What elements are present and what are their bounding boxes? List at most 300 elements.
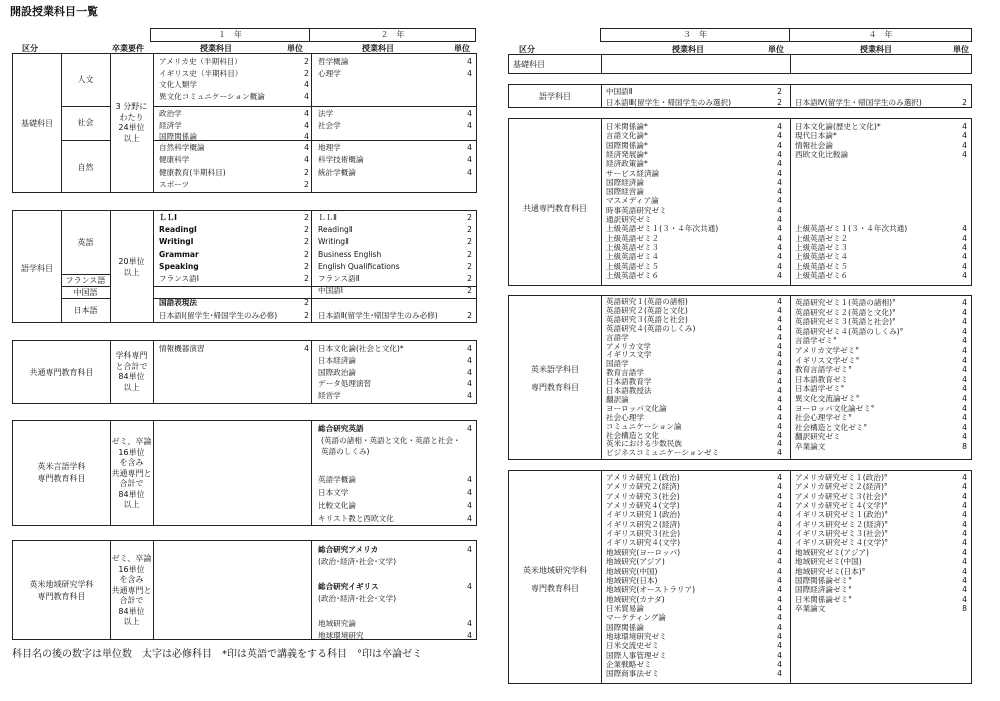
course-unit: 2 bbox=[467, 286, 472, 296]
section-eibei-gengo-right bbox=[508, 295, 972, 460]
course-unit: 4 bbox=[962, 403, 967, 413]
course-unit: 4 bbox=[467, 379, 472, 389]
course-unit: 4 bbox=[467, 619, 472, 629]
course-unit: 4 bbox=[777, 196, 782, 206]
course-unit: 4 bbox=[777, 594, 782, 604]
course-unit: 4 bbox=[962, 575, 967, 585]
course-unit: 2 bbox=[304, 167, 309, 177]
course-unit: 4 bbox=[777, 252, 782, 262]
header-unit-1: 単位 bbox=[287, 44, 303, 53]
course-row bbox=[318, 273, 472, 285]
course-row bbox=[606, 187, 782, 196]
course-unit: 4 bbox=[777, 473, 782, 482]
course-name: 国際関係論ゼミ° bbox=[795, 575, 852, 585]
course-name: 総合研究アメリカ bbox=[318, 545, 379, 554]
course-name: 地理学 bbox=[318, 143, 341, 152]
course-unit: 2 bbox=[304, 225, 309, 235]
course-row bbox=[318, 56, 472, 68]
course-name: 情報社会論 bbox=[795, 140, 833, 150]
course-name: 地球環境研究 bbox=[318, 631, 364, 640]
course-row bbox=[318, 581, 472, 593]
course-row bbox=[318, 367, 472, 379]
course-name: イギリス研究ゼミ２(経済)° bbox=[795, 519, 889, 529]
course-name: 国際商事法ゼミ bbox=[606, 669, 660, 679]
course-name: 健康科学 bbox=[159, 155, 190, 165]
course-row bbox=[606, 243, 782, 252]
course-name: ヨーロッパ文化論ゼミ° bbox=[795, 403, 875, 413]
course-name: 情報機器演習 bbox=[159, 344, 205, 353]
course-unit: 4 bbox=[777, 585, 782, 595]
course-unit: 4 bbox=[777, 557, 782, 567]
course-name: 地域研究ゼミ(アジア) bbox=[795, 547, 869, 557]
course-name: フランス語Ⅱ bbox=[318, 274, 360, 283]
course-name: WritingⅡ bbox=[318, 237, 349, 247]
year-4-header: ４ 年 bbox=[789, 28, 972, 42]
course-row bbox=[318, 486, 472, 499]
course-name: イギリス研究３(社会) bbox=[606, 529, 681, 539]
course-unit: 4 bbox=[962, 298, 967, 307]
course-unit: 4 bbox=[777, 547, 782, 557]
course-name: 地域研究論 bbox=[318, 619, 356, 629]
course-unit: 4 bbox=[962, 547, 967, 557]
course-unit: 2 bbox=[467, 274, 472, 283]
course-name: イギリス研究ゼミ３(社会)° bbox=[795, 529, 889, 539]
course-row bbox=[795, 510, 967, 519]
course-row bbox=[318, 297, 472, 309]
course-name: 英語研究ゼミ２(英語と文化)° bbox=[795, 307, 896, 317]
course-row bbox=[159, 167, 309, 179]
course-row bbox=[795, 557, 967, 566]
eibei-chiiki-requirement: ゼミ、卒論 16単位 を含み 共通専門と 合計で 84単位 以上 bbox=[111, 554, 152, 626]
course-unit: 4 bbox=[777, 149, 782, 159]
course-unit: 4 bbox=[962, 317, 967, 327]
course-unit: 4 bbox=[777, 140, 782, 150]
section-kiso-right bbox=[508, 54, 972, 74]
course-unit: 4 bbox=[777, 519, 782, 529]
course-name: 日米交流史ゼミ bbox=[606, 641, 660, 651]
course-name: ビジネスコミュニケーションゼミ bbox=[606, 448, 720, 458]
course-name: 自然科学概論 bbox=[159, 143, 205, 152]
course-name: イギリス文学ゼミ° bbox=[795, 355, 860, 365]
course-row bbox=[606, 613, 782, 622]
course-unit: 4 bbox=[467, 631, 472, 640]
course-row bbox=[318, 390, 472, 402]
course-row bbox=[606, 632, 782, 641]
course-name: 国語表現法 bbox=[159, 298, 197, 308]
course-row bbox=[159, 297, 309, 309]
course-row bbox=[606, 604, 782, 613]
course-name: 心理学 bbox=[318, 68, 341, 78]
course-name: 社会心理学 bbox=[606, 412, 644, 422]
course-name: 言語学 bbox=[606, 332, 629, 342]
course-name: ＬＬⅡ bbox=[318, 213, 337, 222]
course-unit: 4 bbox=[777, 224, 782, 234]
course-row bbox=[606, 262, 782, 271]
course-row bbox=[318, 473, 472, 486]
course-name: 国際経済論ゼミ° bbox=[795, 585, 852, 595]
course-row bbox=[795, 271, 967, 280]
course-row bbox=[795, 482, 967, 491]
course-unit: 4 bbox=[467, 391, 472, 401]
gogaku-sublabel-english: 英語 bbox=[77, 238, 94, 247]
course-name: 社会構造と文化ゼミ° bbox=[795, 422, 868, 432]
course-unit: 2 bbox=[467, 261, 472, 271]
course-name: 上級英語ゼミ１(３・４年次共通) bbox=[795, 224, 908, 234]
header-course-3: 授業科目 bbox=[672, 45, 704, 54]
course-name: 日本語Ⅱ(留学生･帰国学生のみ必修) bbox=[318, 310, 438, 320]
course-row bbox=[606, 576, 782, 585]
course-row bbox=[606, 325, 782, 334]
course-row bbox=[795, 298, 967, 308]
course-unit: 4 bbox=[777, 622, 782, 632]
course-row bbox=[795, 432, 967, 442]
course-row bbox=[318, 68, 472, 80]
course-row bbox=[795, 97, 967, 108]
course-row bbox=[795, 413, 967, 423]
course-name: アメリカ研究２(経済) bbox=[606, 482, 680, 492]
course-row bbox=[159, 120, 309, 132]
course-row bbox=[606, 122, 782, 131]
course-row bbox=[159, 131, 309, 143]
course-unit: 4 bbox=[467, 120, 472, 130]
year-3-header: ３ 年 bbox=[600, 28, 790, 42]
eibei-gengo-requirement: ゼミ、卒論 16単位 を含み 共通専門と 合計で 84単位 以上 bbox=[111, 437, 152, 509]
course-unit: 4 bbox=[304, 344, 309, 353]
course-name: マスメディア論 bbox=[606, 196, 659, 206]
course-row bbox=[318, 249, 472, 261]
course-row bbox=[318, 108, 472, 120]
course-name: 日米関係論ゼミ° bbox=[795, 594, 852, 604]
course-unit: 4 bbox=[962, 374, 967, 384]
course-name: 翻訳論 bbox=[606, 394, 629, 404]
course-unit: 4 bbox=[467, 475, 472, 484]
course-name: 上級英語ゼミ２ bbox=[606, 233, 660, 243]
course-unit: 4 bbox=[777, 641, 782, 651]
course-row bbox=[318, 167, 472, 179]
course-row bbox=[795, 375, 967, 385]
course-name: 日本語Ⅲ(留学生・帰国学生のみ選択) bbox=[606, 98, 732, 107]
course-unit: 4 bbox=[777, 177, 782, 187]
course-name: 西欧文化比較論 bbox=[795, 149, 849, 159]
course-name: 英語研究１(英語の諸相) bbox=[606, 297, 688, 306]
course-name: 日米貿易論 bbox=[606, 603, 644, 613]
section-eibei-gengo: 英米言語学科 専門教育科目 ゼミ、卒論 16単位 を含み 共通専門と 合計で 84単位 以上 総合研究英語 4 (英語の諸相・英語と文化・英語と社会・ 英語のしくみ) 英語学概論 4 日本文学 4 比較文化論 4 キリスト教と西欧文化 4 bbox=[12, 420, 477, 526]
course-name: 企業戦略ゼミ bbox=[606, 660, 652, 669]
course-name: フランス語Ⅰ bbox=[159, 274, 199, 283]
course-row bbox=[795, 336, 967, 346]
course-name: 言語文化論* bbox=[606, 131, 648, 141]
course-unit: 4 bbox=[777, 187, 782, 197]
course-unit: 4 bbox=[777, 323, 782, 333]
course-name: サービス経済論 bbox=[606, 168, 660, 178]
year-2-header: ２ 年 bbox=[309, 28, 476, 42]
course-unit: 4 bbox=[962, 422, 967, 432]
course-unit: 2 bbox=[304, 68, 309, 78]
course-name: 比較文化論 bbox=[318, 501, 356, 510]
course-row bbox=[606, 159, 782, 168]
course-unit: 2 bbox=[777, 98, 782, 107]
course-name: 日本経済論 bbox=[318, 355, 356, 365]
course-name: 日米関係論* bbox=[606, 122, 648, 131]
course-row bbox=[795, 442, 967, 452]
course-name: (政治･経済･社会･文学) bbox=[318, 593, 397, 603]
course-row bbox=[606, 252, 782, 261]
course-row bbox=[795, 520, 967, 529]
course-row bbox=[795, 538, 967, 547]
course-unit: 4 bbox=[777, 242, 782, 252]
course-unit: 4 bbox=[467, 167, 472, 177]
course-name: 日本語Ⅰ(留学生･帰国学生のみ必修) bbox=[159, 310, 278, 320]
course-row bbox=[606, 557, 782, 566]
course-unit: 4 bbox=[777, 538, 782, 548]
course-unit: 4 bbox=[962, 355, 967, 365]
course-row bbox=[606, 449, 782, 458]
course-name: イギリス研究４(文学) bbox=[606, 538, 681, 548]
course-name: イギリス研究ゼミ４(文学)° bbox=[795, 538, 889, 548]
section-kyotsu bbox=[12, 340, 477, 404]
course-unit: 4 bbox=[777, 394, 782, 404]
course-unit: 4 bbox=[777, 377, 782, 387]
course-row bbox=[159, 310, 309, 322]
course-name: 英米における少数民族 bbox=[606, 439, 682, 449]
course-unit: 4 bbox=[777, 613, 782, 623]
eibei-chiiki-label: 英米地域研究学科 専門教育科目 bbox=[29, 580, 94, 601]
course-name: 地域研究(中国) bbox=[606, 566, 658, 576]
course-name: 英語学概論 bbox=[318, 475, 356, 484]
kyotsu-right-label: 共通専門教育科目 bbox=[523, 204, 587, 213]
course-name: 中国語Ⅰ bbox=[318, 286, 344, 296]
course-unit: 4 bbox=[777, 368, 782, 378]
course-row bbox=[318, 544, 472, 556]
course-unit: 2 bbox=[304, 180, 309, 190]
course-unit: 4 bbox=[962, 491, 967, 501]
course-name: イギリス研究１(政治) bbox=[606, 510, 681, 520]
course-row bbox=[795, 567, 967, 576]
course-unit: 4 bbox=[467, 355, 472, 365]
course-unit: 4 bbox=[467, 57, 472, 66]
course-unit: 4 bbox=[777, 314, 782, 324]
course-row bbox=[159, 179, 309, 191]
course-name: ヨーロッパ文化論 bbox=[606, 403, 667, 413]
course-row bbox=[159, 249, 309, 261]
course-row bbox=[606, 224, 782, 233]
course-row bbox=[795, 473, 967, 482]
course-name: 国際経済論 bbox=[606, 177, 644, 187]
course-name: 言語学ゼミ° bbox=[795, 336, 837, 346]
course-row bbox=[606, 206, 782, 215]
course-unit: 4 bbox=[777, 430, 782, 440]
header-course-4: 授業科目 bbox=[860, 45, 892, 54]
kyotsu-requirement: 学科専門 と合計で 84単位 以上 bbox=[115, 351, 148, 392]
course-unit: 4 bbox=[962, 501, 967, 511]
course-row bbox=[795, 196, 967, 205]
page-title: 開設授業科目一覧 bbox=[10, 5, 98, 18]
course-name: 卒業論文 bbox=[795, 603, 826, 613]
course-unit: 4 bbox=[467, 367, 472, 377]
course-unit: 4 bbox=[777, 566, 782, 576]
course-unit: 4 bbox=[304, 80, 309, 89]
course-unit: 4 bbox=[467, 582, 472, 592]
course-unit: 4 bbox=[304, 132, 309, 141]
course-row bbox=[318, 355, 472, 367]
course-row bbox=[318, 224, 472, 236]
course-unit: 4 bbox=[777, 297, 782, 306]
course-name: 国際政治論 bbox=[318, 367, 356, 377]
gogaku-sublabel-chinese: 中国語 bbox=[73, 288, 98, 297]
course-unit: 4 bbox=[962, 566, 967, 576]
course-unit: 4 bbox=[777, 122, 782, 131]
course-row bbox=[795, 317, 967, 327]
course-row bbox=[795, 224, 967, 233]
header-unit-3: 単位 bbox=[768, 45, 784, 54]
course-name: 経済政策論* bbox=[606, 159, 648, 169]
course-row bbox=[795, 548, 967, 557]
course-unit: 4 bbox=[467, 514, 472, 523]
course-row bbox=[606, 660, 782, 669]
kyotsu-label: 共通専門教育科目 bbox=[29, 368, 94, 377]
course-unit: 4 bbox=[304, 120, 309, 130]
course-name: 英語研究ゼミ１(英語の諸相)° bbox=[795, 298, 896, 307]
course-name: 時事英語研究ゼミ bbox=[606, 205, 667, 215]
course-unit: 4 bbox=[777, 403, 782, 413]
section-kyotsu-right bbox=[508, 118, 972, 286]
course-row bbox=[606, 178, 782, 187]
course-unit: 2 bbox=[304, 261, 309, 271]
course-row bbox=[795, 346, 967, 356]
gogaku-sublabel-japanese: 日本語 bbox=[73, 306, 98, 315]
course-row bbox=[159, 236, 309, 248]
course-row bbox=[606, 387, 782, 396]
course-unit: 4 bbox=[777, 332, 782, 342]
course-unit: 4 bbox=[304, 155, 309, 165]
course-row bbox=[606, 86, 782, 97]
course-name: 経済学 bbox=[159, 120, 182, 130]
course-row bbox=[318, 630, 472, 642]
course-name: ReadingⅡ bbox=[318, 225, 353, 235]
course-row bbox=[795, 262, 967, 271]
course-unit: 4 bbox=[962, 482, 967, 492]
course-row bbox=[795, 576, 967, 585]
course-row bbox=[318, 285, 472, 297]
course-row bbox=[606, 234, 782, 243]
course-unit: 4 bbox=[962, 394, 967, 403]
course-name: 国際経営論 bbox=[606, 187, 644, 197]
course-name: Speaking bbox=[159, 261, 199, 271]
course-unit: 4 bbox=[467, 488, 472, 497]
course-row bbox=[318, 154, 472, 166]
course-unit: 2 bbox=[467, 225, 472, 235]
eibei-gengo-right-label: 英米語学科目 専門教育科目 bbox=[531, 365, 579, 392]
course-row bbox=[795, 141, 967, 150]
course-row bbox=[606, 623, 782, 632]
course-unit: 4 bbox=[467, 143, 472, 152]
course-name: 上級英語ゼミ６ bbox=[606, 270, 660, 280]
header-course-1: 授業科目 bbox=[200, 44, 232, 53]
header-unit-2: 単位 bbox=[454, 44, 470, 53]
course-unit: 2 bbox=[777, 87, 782, 96]
course-row bbox=[795, 206, 967, 215]
course-name: キリスト教と西欧文化 bbox=[318, 514, 394, 523]
course-name: 日本文学 bbox=[318, 488, 349, 497]
course-row bbox=[606, 538, 782, 547]
course-name: 現代日本論* bbox=[795, 131, 837, 141]
course-unit: 4 bbox=[962, 538, 967, 548]
course-name: 地域研究(ヨーロッパ) bbox=[606, 547, 681, 557]
course-unit: 4 bbox=[777, 341, 782, 351]
course-row bbox=[318, 618, 472, 630]
course-name: 地域研究ゼミ(中国) bbox=[795, 557, 862, 567]
course-row bbox=[795, 169, 967, 178]
course-row bbox=[606, 510, 782, 519]
course-unit: 2 bbox=[304, 274, 309, 283]
course-name: 翻訳研究ゼミ bbox=[795, 432, 841, 442]
course-row bbox=[606, 271, 782, 280]
course-row bbox=[606, 215, 782, 224]
course-name: アメリカ研究ゼミ３(社会)° bbox=[795, 491, 888, 501]
kiso-group-label: 社会 bbox=[77, 118, 94, 127]
course-unit: 4 bbox=[962, 140, 967, 150]
course-unit: 4 bbox=[304, 109, 309, 118]
course-unit: 4 bbox=[962, 131, 967, 141]
course-row bbox=[159, 285, 309, 297]
course-name: スポーツ bbox=[159, 180, 190, 190]
course-unit: 2 bbox=[467, 310, 472, 320]
course-unit: 4 bbox=[304, 143, 309, 152]
course-row bbox=[606, 196, 782, 205]
course-unit: 4 bbox=[962, 384, 967, 394]
header-kubun: 区分 bbox=[22, 44, 38, 53]
course-name: 英語研究ゼミ３(英語と社会)° bbox=[795, 317, 896, 327]
course-unit: 4 bbox=[962, 585, 967, 595]
course-row bbox=[606, 651, 782, 660]
course-row bbox=[159, 68, 309, 80]
course-name: 卒業論文 bbox=[795, 442, 826, 451]
course-name: 社会心理学ゼミ° bbox=[795, 413, 852, 423]
course-row bbox=[159, 79, 309, 91]
course-unit: 4 bbox=[777, 631, 782, 641]
course-name: 日本語学ゼミ° bbox=[795, 384, 845, 394]
course-name: 科学技術概論 bbox=[318, 155, 364, 165]
course-row bbox=[795, 243, 967, 252]
course-row bbox=[606, 641, 782, 650]
course-name: 日本文化論(歴史と文化)* bbox=[795, 122, 881, 131]
course-name: 政治学 bbox=[159, 109, 182, 118]
section-kiso bbox=[12, 53, 477, 193]
course-row bbox=[318, 556, 472, 568]
course-row bbox=[159, 142, 309, 154]
course-row bbox=[159, 273, 309, 285]
section-gogaku-right bbox=[508, 84, 972, 108]
course-unit: 2 bbox=[304, 298, 309, 308]
course-row bbox=[318, 236, 472, 248]
course-name: イギリス研究ゼミ１(政治)° bbox=[795, 510, 889, 520]
course-name: アメリカ研究ゼミ４(文学)° bbox=[795, 501, 888, 511]
course-row bbox=[795, 252, 967, 261]
section-gogaku bbox=[12, 210, 477, 323]
course-unit: 4 bbox=[962, 365, 967, 375]
course-row bbox=[606, 169, 782, 178]
course-name: 地域研究(オーストラリア) bbox=[606, 585, 696, 595]
course-unit: 4 bbox=[467, 68, 472, 78]
kiso-right-label: 基礎科目 bbox=[513, 60, 545, 69]
course-name: 国語学 bbox=[606, 359, 629, 369]
gogaku-label: 語学科目 bbox=[21, 264, 53, 273]
course-unit: 4 bbox=[777, 482, 782, 492]
course-name: イギリス研究２(経済) bbox=[606, 519, 681, 529]
course-name: 上級英語ゼミ５ bbox=[606, 261, 660, 271]
course-row bbox=[795, 604, 967, 613]
course-row bbox=[318, 593, 472, 605]
